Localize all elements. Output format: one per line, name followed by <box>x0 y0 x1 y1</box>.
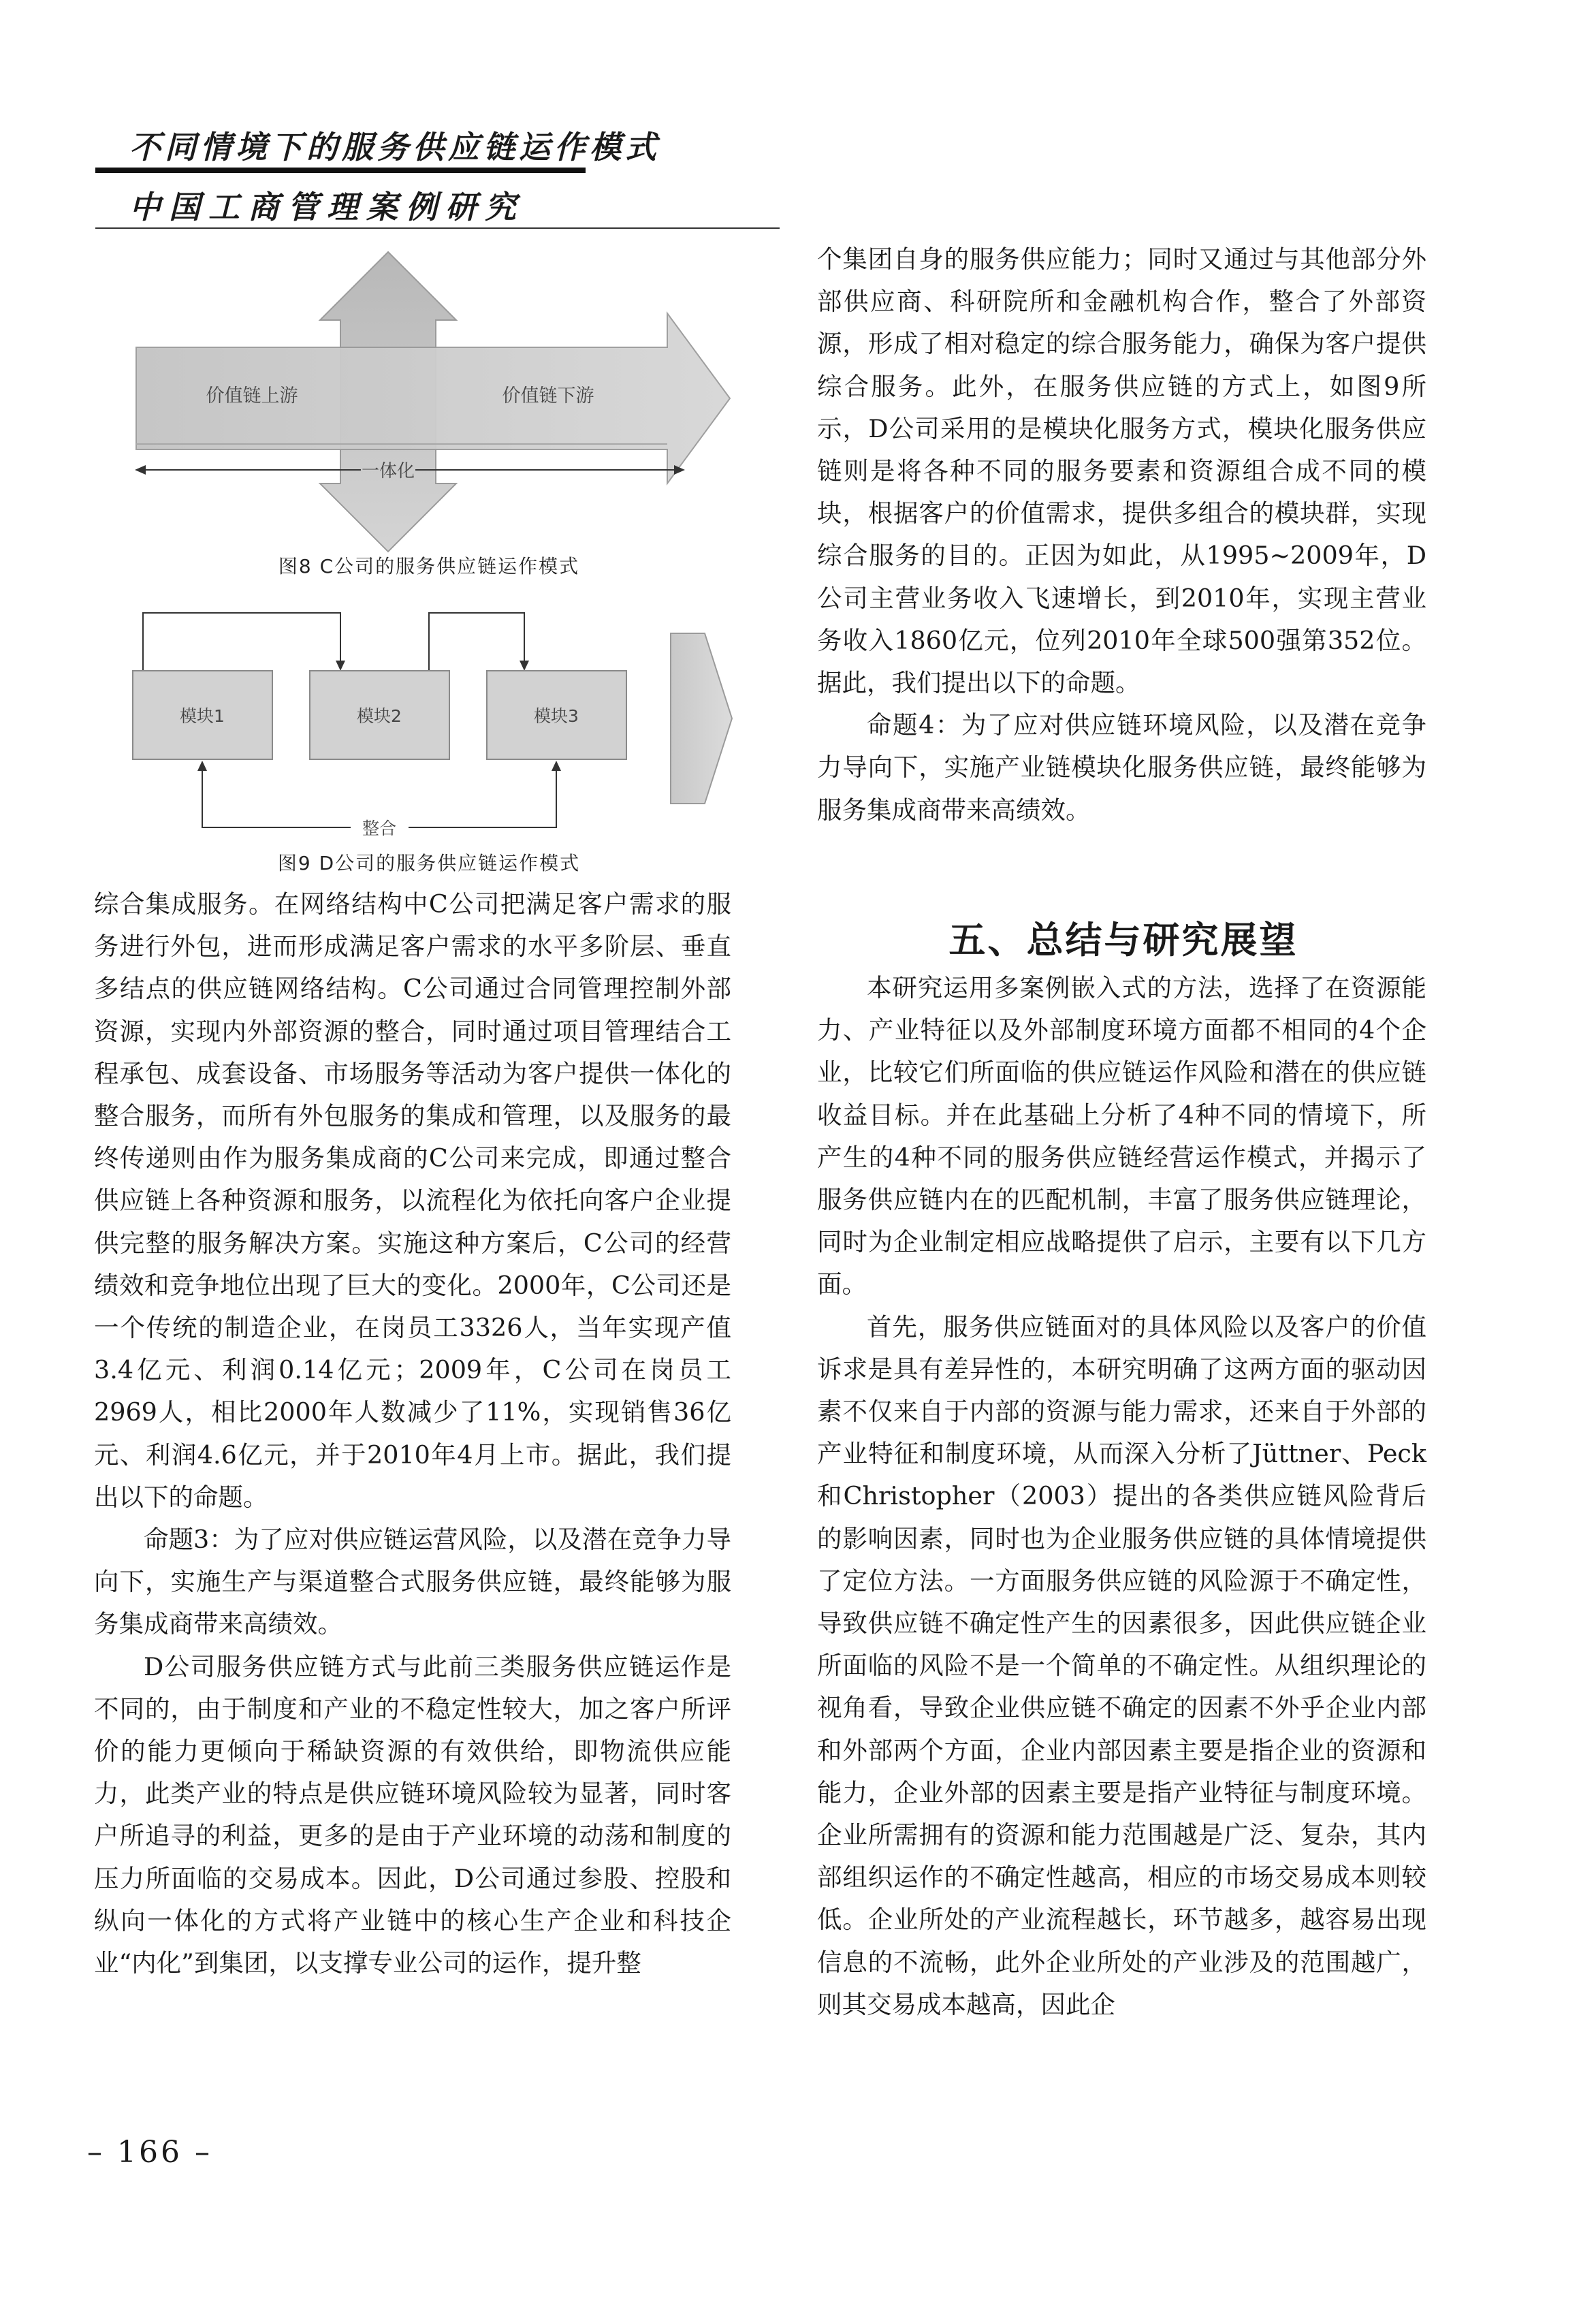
label-integration-9: 整合 <box>362 819 397 838</box>
module-2-label: 模块2 <box>357 706 402 726</box>
label-downstream: 价值链下游 <box>502 385 594 407</box>
section-title: 五、总结与研究展望 <box>948 919 1298 962</box>
header-rule-thick <box>95 168 586 173</box>
figure-9-caption: 图9 D公司的服务供应链运作模式 <box>277 852 581 874</box>
right-column-top <box>817 238 1426 831</box>
module-3-label: 模块3 <box>534 706 579 726</box>
header-rule-thin <box>95 227 780 229</box>
paragraph: 本研究运用多案例嵌入式的方法，选择了在资源能力、产业特征以及外部制度环境方面都不相同的4个企业，比较它们所面临的供应链运作风险和潜在的供应链收益目标。并在此基础上分析了4种不同的情境下，所产生的4种不同的服务供应链经营运作模式，并揭示了服务供应链内在的匹配机制，丰富了服务供应链理论，同时为企业制定相应战略提供了启示，主要有以下几方面。 <box>817 973 1426 1299</box>
figure-9 <box>123 592 735 844</box>
output-arrow <box>671 633 732 804</box>
label-integration: 一体化 <box>361 461 415 481</box>
paragraph-proposition-4: 命题4：为了应对供应链环境风险，以及潜在竞争力导向下，实施产业链模块化服务供应链，最终能够为服务集成商带来高绩效。 <box>817 710 1426 825</box>
paragraph: 个集团自身的服务供应能力；同时又通过与其他部分外部供应商、科研院所和金融机构合作，整合了外部资源，形成了相对稳定的综合服务能力，确保为客户提供综合服务。此外，在服务供应链的方式上，如图9所示，D公司采用的是模块化服务方式，模块化服务供应链则是将各种不同的服务要素和资源组合成不同的模块，根据客户的价值需求，提供多组合的模块群，实现综合服务的目的。正因为如此，从1995~2009年，D公司主营业务收入飞速增长，到2010年，实现主营业务收入1860亿元，位列2010年全球500强第352位。据此，我们提出以下的命题。 <box>817 244 1426 698</box>
journal-title: 中国工商管理案例研究 <box>129 189 524 225</box>
paragraph-proposition-3: 命题3：为了应对供应链运营风险，以及潜在竞争力导向下，实施生产与渠道整合式服务供应链，最终能够为服务集成商带来高绩效。 <box>94 1525 731 1639</box>
figure-8-caption: 图8 C公司的服务供应链运作模式 <box>278 555 580 577</box>
right-column-bottom <box>817 967 1426 2026</box>
paragraph: 综合集成服务。在网络结构中C公司把满足客户需求的服务进行外包，进而形成满足客户需求的水平多阶层、垂直多结点的供应链网络结构。C公司通过合同管理控制外部资源，实现内外部资源的整合，同时通过项目管理结合工程承包、成套设备、市场服务等活动为客户提供一体化的整合服务，而所有外包服务的集成和管理，以及服务的最终传递则由作为服务集成商的C公司来完成，即通过整合供应链上各种资源和服务，以流程化为依托向客户企业提供完整的服务解决方案。实施这种方案后，C公司的经营绩效和竞争地位出现了巨大的变化。2000年，C公司还是一个传统的制造企业，在岗员工3326人，当年实现产值3.4亿元、利润0.14亿元；2009年，C公司在岗员工2969人，相比2000年人数减少了11%，实现销售36亿元、利润4.6亿元，并于2010年4月上市。据此，我们提出以下的命题。 <box>94 889 731 1512</box>
figure-8 <box>123 245 735 558</box>
paragraph: 首先，服务供应链面对的具体风险以及客户的价值诉求是具有差异性的，本研究明确了这两方面的驱动因素不仅来自于内部的资源与能力需求，还来自于外部的产业特征和制度环境，从而深入分析了Jüttner、Peck和Christopher（2003）提出的各类供应链风险背后的影响因素，同时也为企业服务供应链的具体情境提供了定位方法。一方面服务供应链的风险源于不确定性，导致供应链不确定性产生的因素很多，因此供应链企业所面临的风险不是一个简单的不确定性。从组织理论的视角看，导致企业供应链不确定的因素不外乎企业内部和外部两个方面，企业内部因素主要是指企业的资源和能力，企业外部的因素主要是指产业特征与制度环境。企业所需拥有的资源和能力范围越是广泛、复杂，其内部组织运作的不确定性越高，相应的市场交易成本则较低。企业所处的产业流程越长，环节越多，越容易出现信息的不流畅，此外企业所处的产业涉及的范围越广，则其交易成本越高，因此企 <box>817 1312 1426 2019</box>
paragraph: D公司服务供应链方式与此前三类服务供应链运作是不同的，由于制度和产业的不稳定性较大，加之客户所评价的能力更倾向于稀缺资源的有效供给，即物流供应能力，此类产业的特点是供应链环境风险较为显著，同时客户所追寻的利益，更多的是由于产业环境的动荡和制度的压力所面临的交易成本。因此，D公司通过参股、控股和纵向一体化的方式将产业链中的核心生产企业和科技企业“内化”到集团，以支撑专业公司的运作，提升整 <box>94 1651 731 1978</box>
page-number: – 166 – <box>87 2135 212 2170</box>
series-title: 不同情境下的服务供应链运作模式 <box>129 129 660 165</box>
label-upstream: 价值链上游 <box>206 385 298 407</box>
figure-8-diagram <box>123 245 735 558</box>
left-column <box>94 883 731 1984</box>
module-1-label: 模块1 <box>180 706 225 726</box>
figure-9-diagram <box>123 592 735 844</box>
integration-left-arrowhead <box>135 465 146 475</box>
